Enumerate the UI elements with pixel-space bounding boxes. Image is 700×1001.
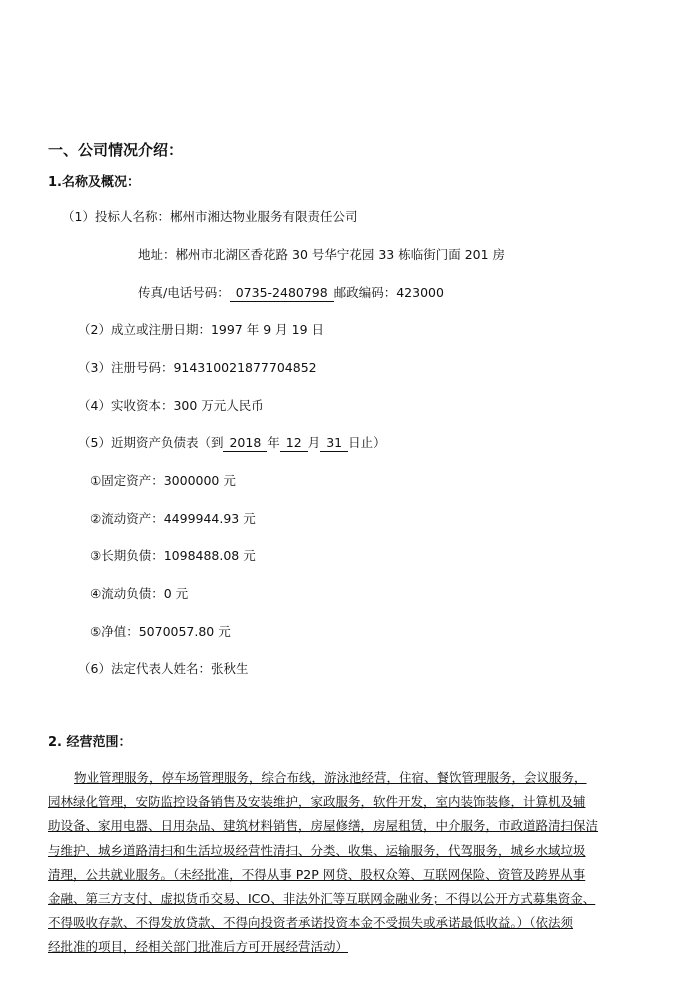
scope-line: 清理，公共就业服务。（未经批准，不得从事 P2P 网贷、股权众筹、互联网保险、资管及跨界从事: [48, 866, 586, 882]
business-scope-text: [48, 766, 660, 960]
paid-in-capital: （4）实收资本：300 万元人民币: [78, 398, 264, 413]
long-term-liabilities: ③长期负债：1098488.08 元: [90, 548, 256, 563]
scope-line: 经批准的项目，经相关部门批准后方可开展经营活动）: [48, 939, 349, 955]
balance-suffix: 日止）: [348, 435, 386, 450]
bidder-name-value: 郴州市湘达物业服务有限责任公司: [169, 209, 358, 224]
address-value: 郴州市北湖区香花路 30 号华宁花园 33 栋临街门面 201 房: [175, 247, 506, 262]
balance-year: 2018: [223, 435, 267, 452]
scope-line: 助设备、家用电器、日用杂品、建筑材料销售，房屋修缮，房屋租赁，中介服务，市政道路清扫保洁: [48, 818, 599, 834]
postal-code-value: 423000: [396, 285, 444, 300]
scope-line: 金融、第三方支付、虚拟货币交易、ICO、非法外汇等互联网金融业务；不得以公开方式募集资金、: [48, 891, 596, 907]
address-line: [138, 247, 505, 263]
scope-line: 与维护、城乡道路清扫和生活垃圾经营性清扫、分类、收集、运输服务，代驾服务，城乡水域垃圾: [48, 842, 586, 858]
fixed-assets: ①固定资产：3000000 元: [90, 473, 236, 488]
established-date: （2）成立或注册日期：1997 年 9 月 19 日: [78, 322, 324, 337]
business-scope-heading: 2. 经营范围：: [48, 735, 132, 750]
scope-line: 不得吸收存款、不得发放贷款、不得向投资者承诺投资本金不受损失或承诺最低收益。）（依法须: [48, 915, 574, 931]
registration-number: （3）注册号码：91431002187770485​2: [78, 360, 317, 375]
bidder-name-line: [62, 209, 357, 225]
balance-day: 31: [320, 435, 348, 452]
current-liabilities: ④流动负债：0 元: [90, 586, 189, 601]
balance-month: 12: [280, 435, 308, 452]
fax-phone-label: 传真/电话号码：: [138, 285, 230, 300]
balance-prefix: （5）近期资产负债表（到: [78, 435, 224, 450]
section-1-heading: 一、公司情况介绍：: [48, 141, 184, 159]
current-assets: ②流动资产：4499944.93 元: [90, 511, 256, 526]
bidder-name-label: （1）投标人名称：: [62, 209, 170, 224]
net-value: ⑤净值：5070057.80 元: [90, 624, 231, 639]
scope-line: 园林绿化管理，安防监控设备销售及安装维护，家政服务，软件开发，室内装饰装修，计算机及辅: [48, 794, 586, 810]
balance-month-unit: 月: [307, 435, 321, 450]
balance-sheet-line: [78, 435, 386, 452]
scope-line: 物业管理服务，停车场管理服务，综合布线，游泳池经营，住宿、餐饮管理服务，会议服务，: [74, 770, 587, 785]
fax-phone-line: [138, 285, 444, 302]
legal-representative: （6）法定代表人姓名：张秋生: [78, 661, 249, 676]
balance-year-unit: 年: [267, 435, 280, 450]
postal-code-label: 邮政编码：: [333, 285, 397, 300]
address-label: 地址：: [138, 247, 176, 262]
name-overview-heading: 1.名称及概况：: [48, 175, 140, 190]
fax-phone-value: 0735-2480798: [230, 285, 334, 302]
